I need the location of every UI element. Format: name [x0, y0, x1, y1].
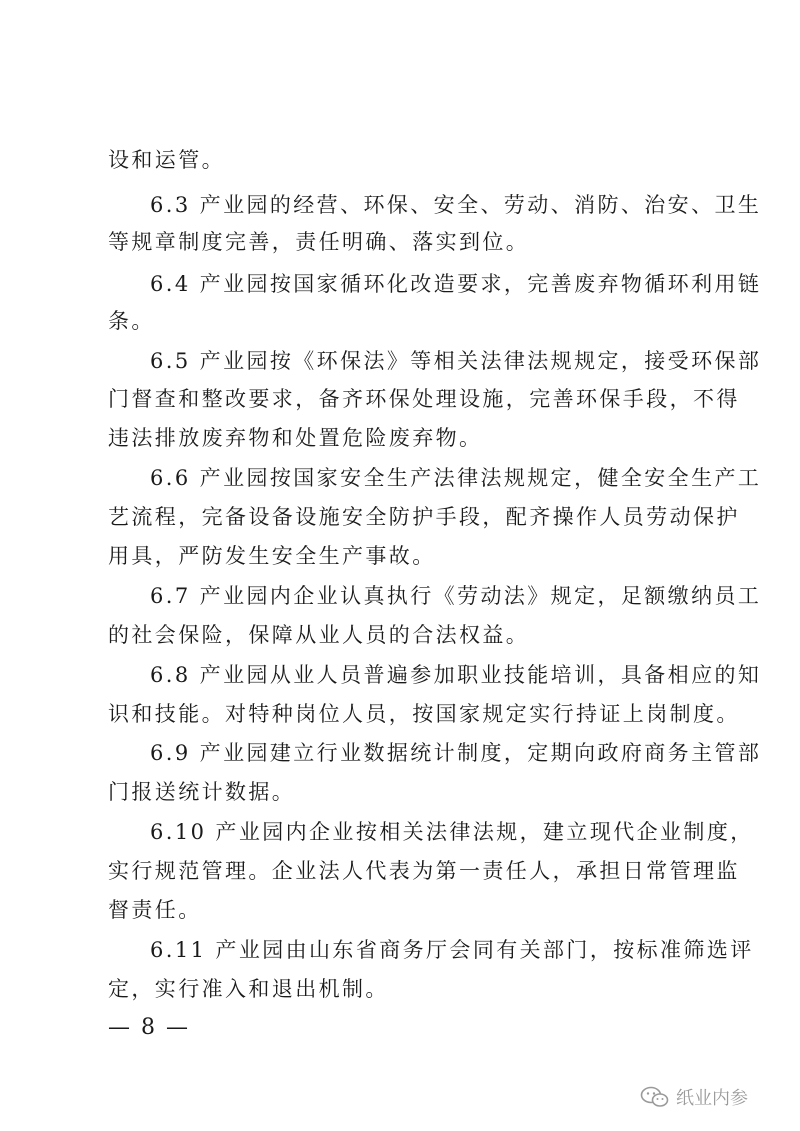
paragraph-6-6-start: 6.6 产业园按国家安全生产法律法规规定，健全安全生产工 — [150, 466, 762, 490]
paragraph-line: 艺流程，完备设备设施安全防护手段，配齐操作人员劳动保护 — [108, 505, 740, 529]
paragraph-line: 识和技能。对特种岗位人员，按国家规定实行持证上岗制度。 — [108, 702, 740, 726]
paragraph-line: 定，实行准入和退出机制。 — [108, 977, 389, 1001]
paragraph-line: 门督查和整改要求，备齐环保处理设施，完善环保手段，不得 — [108, 387, 740, 411]
paragraph-6-11-start: 6.11 产业园由山东省商务厅会同有关部门，按标准筛选评 — [150, 938, 754, 962]
paragraph-6-8-start: 6.8 产业园从业人员普遍参加职业技能培训，具备相应的知 — [150, 663, 762, 687]
paragraph-line: 用具，严防发生安全生产事故。 — [108, 544, 436, 568]
paragraph-6-10-start: 6.10 产业园内企业按相关法律法规，建立现代企业制度， — [150, 820, 754, 844]
paragraph-line: 违法排放废弃物和处置危险废弃物。 — [108, 426, 483, 450]
watermark-text: 纸业内参 — [676, 1088, 748, 1109]
paragraph-line: 设和运管。 — [108, 148, 225, 172]
page-number: — 8 — — [108, 1015, 190, 1040]
paragraph-6-5-start: 6.5 产业园按《环保法》等相关法律法规规定，接受环保部 — [150, 349, 762, 373]
watermark — [640, 1082, 748, 1112]
paragraph-6-3-start: 6.3 产业园的经营、环保、安全、劳动、消防、治安、卫生 — [150, 193, 762, 217]
paragraph-line: 的社会保险，保障从业人员的合法权益。 — [108, 623, 530, 647]
paragraph-6-9-start: 6.9 产业园建立行业数据统计制度，定期向政府商务主管部 — [150, 741, 762, 765]
paragraph-line: 督责任。 — [108, 898, 202, 922]
paragraph-line: 门报送统计数据。 — [108, 780, 296, 804]
paragraph-line: 等规章制度完善，责任明确、落实到位。 — [108, 230, 530, 254]
paragraph-line: 条。 — [108, 309, 155, 333]
wechat-icon — [640, 1085, 670, 1109]
paragraph-line: 实行规范管理。企业法人代表为第一责任人，承担日常管理监 — [108, 859, 740, 883]
paragraph-6-7-start: 6.7 产业园内企业认真执行《劳动法》规定，足额缴纳员工 — [150, 584, 762, 608]
paragraph-6-4-start: 6.4 产业园按国家循环化改造要求，完善废弃物循环利用链 — [150, 272, 762, 296]
